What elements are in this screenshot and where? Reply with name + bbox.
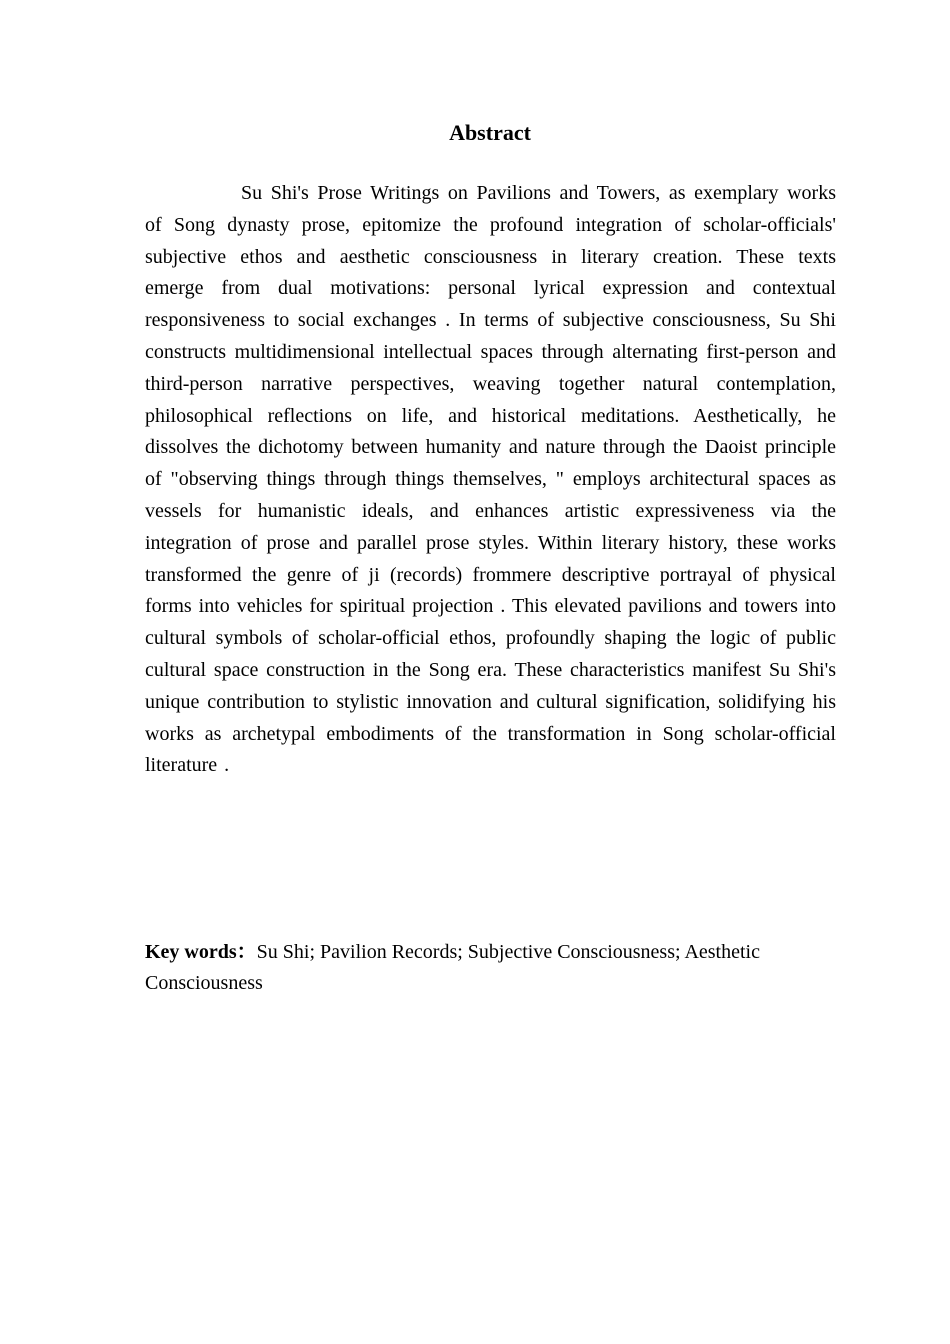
abstract-title: Abstract bbox=[449, 120, 531, 145]
keywords-line bbox=[145, 937, 836, 999]
abstract-paragraph: Su Shi's Prose Writings on Pavilions and Towers, as exemplary works of Song dynasty prose, epitomize the profound integration of scholar-officials' subjective ethos and aesthetic consciousness in literary creation. These texts emerge from dual motivations: personal lyrical expression and contextual responsiveness to social exchanges . In terms of subjective consciousness, Su Shi constructs multidimensional intellectual spaces through alternating first-person and third-person narrative perspectives, weaving together natural contemplation, philosophical reflections on life, and historical meditations. Aesthetically, he dissolves the dichotomy between humanity and nature through the Daoist principle of "observing things through things themselves, " employs architectural spaces as vessels for humanistic ideals, and enhances artistic expressiveness via the integration of prose and parallel prose styles. Within literary history, these works transformed the genre of ji (records) frommere descriptive portrayal of physical forms into vehicles for spiritual projection . This elevated pavilions and towers into cultural symbols of scholar-official ethos, profoundly shaping the logic of public cultural space construction in the Song era. These characteristics manifest Su Shi's unique contribution to stylistic innovation and cultural signification, solidifying his works as archetypal embodiments of the transformation in Song scholar-official literature . bbox=[145, 182, 836, 777]
keywords-label: Key words： bbox=[145, 941, 257, 963]
keywords-text: Su Shi; Pavilion Records; Subjective Consciousness; Aesthetic Consciousness bbox=[145, 941, 760, 994]
